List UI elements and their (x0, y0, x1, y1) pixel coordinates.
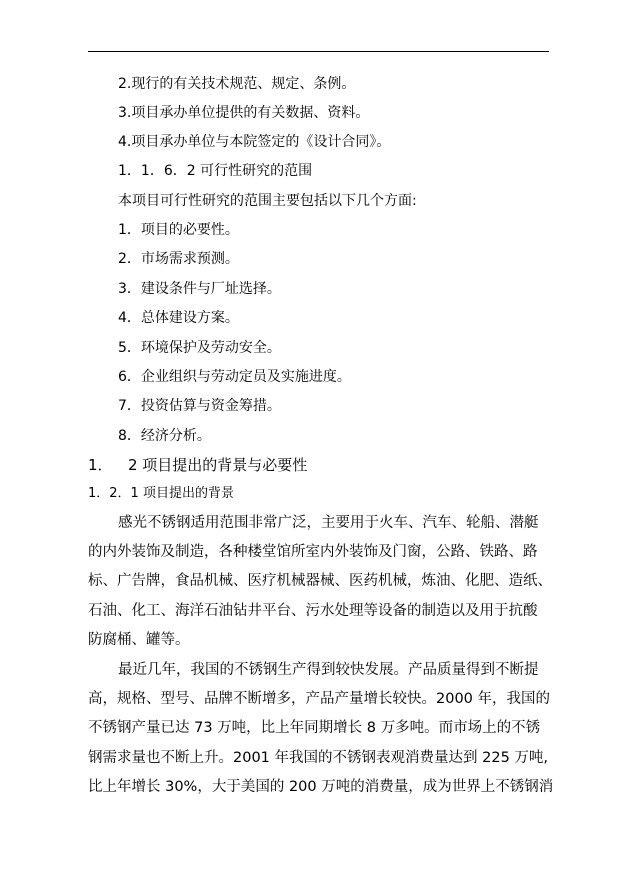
paragraph-line: 不锈钢产量已达 73 万吨，比上年同期增长 8 万多吨。而市场上的不锈 (88, 720, 541, 736)
scope-item: 4．总体建设方案。 (118, 310, 239, 326)
paragraph-line: 的内外装饰及制造，各种楼堂馆所室内外装饰及门窗，公路、铁路、路 (88, 544, 538, 560)
scope-item: 8．经济分析。 (118, 428, 211, 444)
scope-item: 2．市场需求预测。 (118, 251, 239, 267)
reference-item: 2.现行的有关技术规范、规定、条例。 (118, 76, 356, 92)
section-heading-1-2-1: 1．2．1 项目提出的背景 (88, 486, 234, 501)
paragraph-line: 石油、化工、海洋石油钻井平台、污水处理等设备的制造以及用于抗酸 (88, 603, 538, 619)
paragraph-line: 标、广告牌，食品机械、医疗机械器械、医药机械，炼油、化肥、造纸、 (88, 573, 552, 589)
scope-intro: 本项目可行性研究的范围主要包括以下几个方面: (118, 193, 417, 209)
scope-item: 6．企业组织与劳动定员及实施进度。 (118, 369, 351, 385)
reference-item: 3.项目承办单位提供的有关数据、资料。 (118, 105, 370, 121)
scope-item: 3．建设条件与厂址选择。 (118, 281, 281, 297)
header-rule (88, 51, 549, 52)
section-heading-1-2 (88, 455, 307, 475)
section-heading-1-1-6-2: 1．1．6．2 可行性研究的范围 (118, 163, 313, 179)
section-title: 2 项目提出的背景与必要性 (128, 456, 308, 474)
paragraph-line: 最近几年，我国的不锈钢生产得到较快发展。产品质量得到不断提 (118, 662, 539, 678)
paragraph-line: 比上年增长 30%，大于美国的 200 万吨的消费量，成为世界上不锈钢消 (88, 779, 554, 795)
section-number: 1． (88, 456, 113, 474)
paragraph-line: 高，规格、型号、品牌不断增多，产品产量增长较快。2000 年，我国的 (88, 691, 551, 707)
paragraph-line: 防腐桶、罐等。 (88, 632, 190, 648)
paragraph-line: 钢需求量也不断上升。2001 年我国的不锈钢表观消费量达到 225 万吨, (88, 750, 549, 766)
scope-item: 5．环境保护及劳动安全。 (118, 340, 281, 356)
scope-item: 1．项目的必要性。 (118, 222, 239, 238)
paragraph-line: 感光不锈钢适用范围非常广泛，主要用于火车、汽车、轮船、潜艇 (118, 515, 539, 531)
scope-item: 7．投资估算与资金筹措。 (118, 398, 281, 414)
reference-item: 4.项目承办单位与本院签定的《设计合同》。 (118, 134, 391, 150)
